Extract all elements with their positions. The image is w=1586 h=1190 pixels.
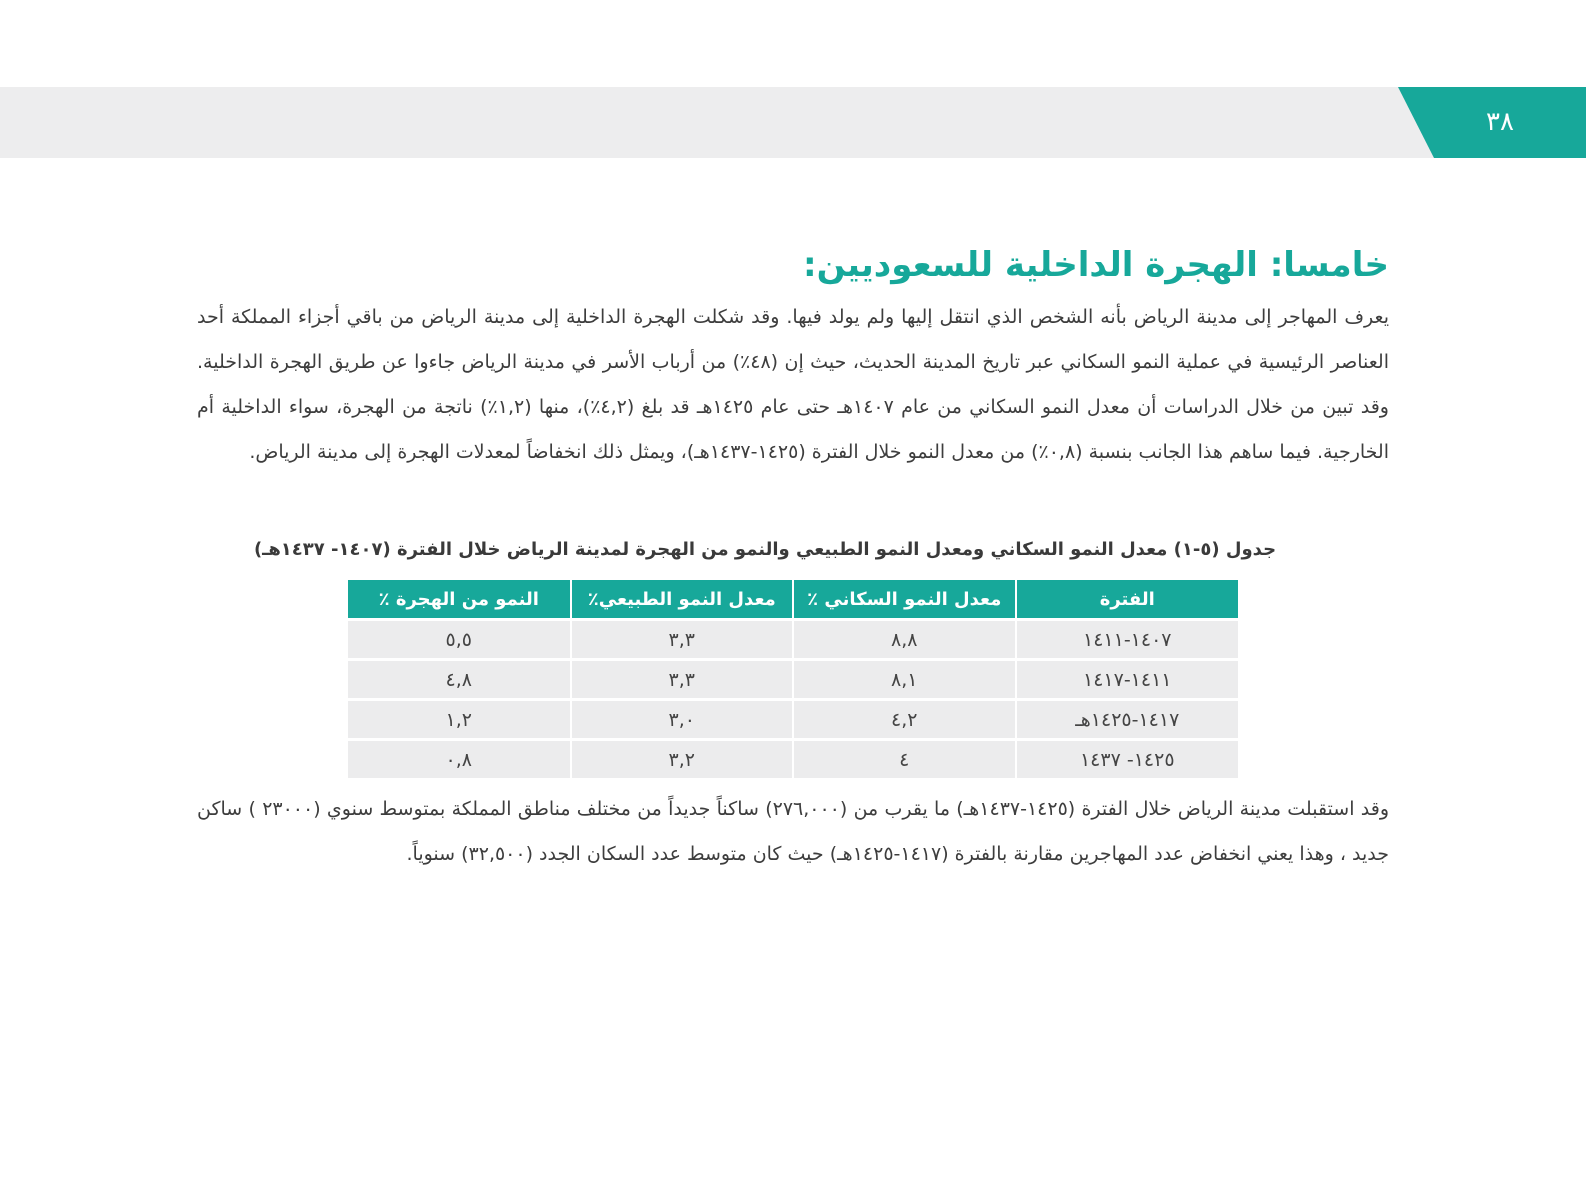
- cell-migration-growth: ٠,٨: [348, 740, 571, 779]
- cell-period: ١٤١٧-١٤٢٥هـ: [1016, 700, 1239, 740]
- page-number: ٣٨: [1486, 107, 1514, 137]
- cell-population-growth: ٨,١: [793, 660, 1016, 700]
- cell-migration-growth: ١,٢: [348, 700, 571, 740]
- cell-population-growth: ٤: [793, 740, 1016, 779]
- cell-population-growth: ٨,٨: [793, 620, 1016, 660]
- header-migration-growth: النمو من الهجرة ٪: [348, 580, 571, 620]
- header-band: [0, 87, 1586, 158]
- table-row: [348, 660, 1238, 700]
- section-title: خامسا: الهجرة الداخلية للسعوديين:: [802, 245, 1389, 285]
- header-population-growth: معدل النمو السكاني ٪: [793, 580, 1016, 620]
- growth-rates-table: [348, 580, 1238, 778]
- closing-paragraph: وقد استقبلت مدينة الرياض خلال الفترة (١٤٢٥-١٤٣٧هـ) ما يقرب من (٢٧٦,٠٠٠) ساكناً جديداً من مختلف مناطق المملكة بمتوسط سنوي (٢٣٠٠٠ ) ساكن جديد ، وهذا يعني انخفاض عدد المهاجرين مقارنة بالفترة (١٤١٧-١٤٢٥هـ) حيث كان متوسط عدد السكان الجدد (٣٢,٥٠٠) سنوياً.: [197, 798, 1389, 865]
- cell-period: ١٤٢٥- ١٤٣٧: [1016, 740, 1239, 779]
- cell-natural-growth: ٣,٠: [571, 700, 794, 740]
- cell-natural-growth: ٣,٢: [571, 740, 794, 779]
- cell-natural-growth: ٣,٣: [571, 620, 794, 660]
- table-row: [348, 620, 1238, 660]
- cell-period: ١٤٠٧-١٤١١: [1016, 620, 1239, 660]
- intro-paragraph: يعرف المهاجر إلى مدينة الرياض بأنه الشخص الذي انتقل إليها ولم يولد فيها. وقد شكلت الهجرة الداخلية إلى مدينة الرياض من باقي أجزاء المملكة أحد العناصر الرئيسية في عملية النمو السكاني عبر تاريخ المدينة الحديث، حيث إن (٤٨٪) من أرباب الأسر في مدينة الرياض جاءوا عن طريق الهجرة الداخلية. وقد تبين من خلال الدراسات أن معدل النمو السكاني من عام ١٤٠٧هـ حتى عام ١٤٢٥هـ قد بلغ (٤,٢٪)، منها (١,٢٪) ناتجة من الهجرة، سواء الداخلية أم الخارجية. فيما ساهم هذا الجانب بنسبة (٠,٨٪) من معدل النمو خلال الفترة (١٤٢٥-١٤٣٧هـ)، ويمثل ذلك انخفاضاً لمعدلات الهجرة إلى مدينة الرياض.: [197, 306, 1389, 463]
- table-header-row: [348, 580, 1238, 620]
- table-caption: جدول (٥-١) معدل النمو السكاني ومعدل النمو الطبيعي والنمو من الهجرة لمدينة الرياض خلال الفترة (١٤٠٧- ١٤٣٧هـ): [253, 539, 1277, 560]
- header-period: الفترة: [1016, 580, 1239, 620]
- table-row: [348, 700, 1238, 740]
- header-natural-growth: معدل النمو الطبيعي٪: [571, 580, 794, 620]
- cell-natural-growth: ٣,٣: [571, 660, 794, 700]
- cell-population-growth: ٤,٢: [793, 700, 1016, 740]
- table-row: [348, 740, 1238, 779]
- cell-migration-growth: ٤,٨: [348, 660, 571, 700]
- cell-migration-growth: ٥,٥: [348, 620, 571, 660]
- cell-period: ١٤١١-١٤١٧: [1016, 660, 1239, 700]
